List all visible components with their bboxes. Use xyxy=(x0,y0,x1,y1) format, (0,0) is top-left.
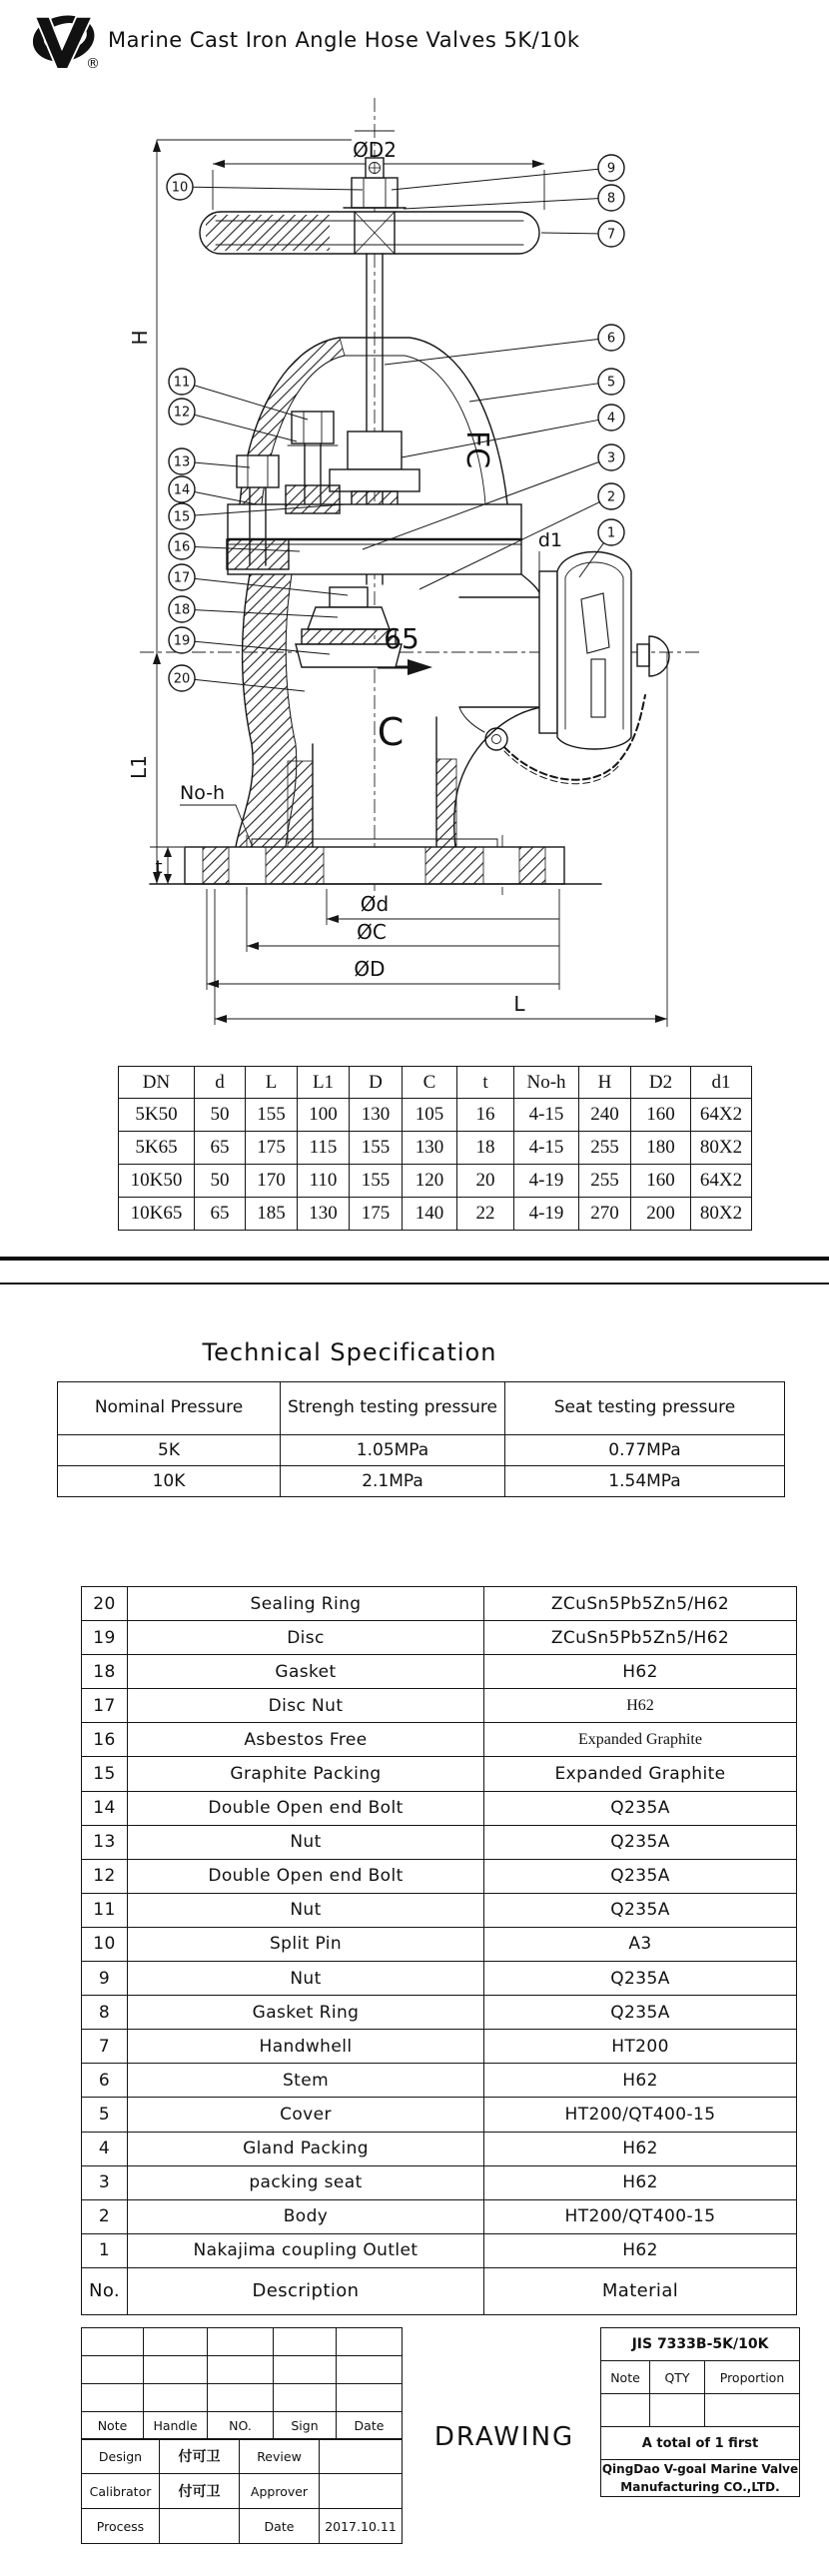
cell-dn: 5K65 xyxy=(119,1132,195,1165)
cell-D: 130 xyxy=(350,1099,403,1132)
cell-part-material: Q235A xyxy=(484,1791,797,1825)
callout-9 xyxy=(392,155,624,190)
svg-text:13: 13 xyxy=(173,454,191,470)
cell-t: 20 xyxy=(457,1165,514,1198)
cell-D: 155 xyxy=(350,1132,403,1165)
cell-t: 22 xyxy=(457,1198,514,1231)
cell-part-description: Asbestos Free xyxy=(128,1723,484,1757)
qty-header-cell: Note xyxy=(601,2361,650,2394)
cell-l: 175 xyxy=(246,1132,298,1165)
spec-table-header: Seat testing pressure xyxy=(505,1382,785,1435)
parts-list-row xyxy=(82,2030,797,2064)
signature-value2 xyxy=(320,2474,403,2509)
spec-table-row xyxy=(58,1466,785,1497)
parts-list-footer xyxy=(82,2267,797,2314)
parts-list-row xyxy=(82,2165,797,2199)
cell-part-material: H62 xyxy=(484,1689,797,1723)
cell-part-description: Disc xyxy=(128,1621,484,1655)
cell-part-material: H62 xyxy=(484,2132,797,2165)
revision-header-cell: Date xyxy=(337,2412,403,2440)
svg-text:5: 5 xyxy=(606,375,616,391)
registered-mark: ® xyxy=(86,56,100,72)
cell-part-description: Handwhell xyxy=(128,2030,484,2064)
cell-part-description: Gland Packing xyxy=(128,2132,484,2165)
cell-no-h: 4-15 xyxy=(514,1099,579,1132)
cell-part-no: 20 xyxy=(82,1587,128,1621)
cell-no-h: 4-19 xyxy=(514,1198,579,1231)
title-block-left xyxy=(81,2327,403,2544)
parts-list-row xyxy=(82,1689,797,1723)
dim-table-header: L1 xyxy=(298,1067,350,1099)
svg-text:15: 15 xyxy=(173,509,191,525)
cell-seat-test: 0.77MPa xyxy=(505,1435,785,1466)
signature-label: Calibrator xyxy=(82,2474,160,2509)
callout-7 xyxy=(541,221,624,247)
cell-no-h: 4-15 xyxy=(514,1132,579,1165)
signature-name: 付可卫 xyxy=(160,2439,240,2474)
page-title: Marine Cast Iron Angle Hose Valves 5K/10k xyxy=(108,28,580,52)
cell-part-material: Q235A xyxy=(484,1825,797,1859)
callout-10 xyxy=(167,174,363,200)
cell-part-no: 7 xyxy=(82,2030,128,2064)
cell-l1: 110 xyxy=(298,1165,350,1198)
cell-c: 140 xyxy=(403,1198,457,1231)
parts-list-row xyxy=(82,1962,797,1996)
cell-part-description: Double Open end Bolt xyxy=(128,1859,484,1893)
valve-cross-section-drawing xyxy=(0,0,829,1049)
svg-text:19: 19 xyxy=(173,633,191,649)
cell-l: 155 xyxy=(246,1099,298,1132)
qty-header-row xyxy=(601,2361,800,2394)
svg-text:8: 8 xyxy=(606,191,616,207)
svg-text:3: 3 xyxy=(606,450,616,466)
cell-part-description: Gasket Ring xyxy=(128,1996,484,2030)
sheet-total: A total of 1 first xyxy=(601,2427,800,2460)
title-block-right xyxy=(600,2327,800,2497)
signature-label2: Date xyxy=(240,2509,320,2544)
footer-description: Description xyxy=(128,2267,484,2314)
cell-strength-test: 1.05MPa xyxy=(281,1435,505,1466)
cell-l1: 115 xyxy=(298,1132,350,1165)
dim-label-d1: d1 xyxy=(537,529,563,551)
signature-value2 xyxy=(320,2439,403,2474)
cell-part-no: 19 xyxy=(82,1621,128,1655)
callout-8 xyxy=(404,185,624,211)
cell-no-h: 4-19 xyxy=(514,1165,579,1198)
spec-table-row xyxy=(58,1435,785,1466)
parts-list-row xyxy=(82,1655,797,1689)
cell-part-material: HT200/QT400-15 xyxy=(484,2199,797,2233)
bore-size-label: 65 xyxy=(384,622,419,655)
spec-table xyxy=(57,1381,785,1497)
svg-text:7: 7 xyxy=(606,227,616,243)
cell-part-material: H62 xyxy=(484,2233,797,2267)
cell-part-no: 17 xyxy=(82,1689,128,1723)
cell-part-no: 1 xyxy=(82,2233,128,2267)
cell-l: 185 xyxy=(246,1198,298,1231)
section-divider-thin xyxy=(0,1283,829,1285)
cell-d2: 160 xyxy=(631,1099,691,1132)
cell-part-description: Double Open end Bolt xyxy=(128,1791,484,1825)
svg-text:12: 12 xyxy=(173,405,191,421)
cell-part-description: Graphite Packing xyxy=(128,1757,484,1791)
signature-label2: Review xyxy=(240,2439,320,2474)
cell-l1: 130 xyxy=(298,1198,350,1231)
dim-label-h: H xyxy=(128,330,152,346)
flow-letter-label: C xyxy=(377,710,405,754)
signature-row xyxy=(82,2509,403,2544)
parts-list-row xyxy=(82,1893,797,1927)
signature-name xyxy=(160,2509,240,2544)
parts-list-row xyxy=(82,1859,797,1893)
cell-part-material: ZCuSn5Pb5Zn5/H62 xyxy=(484,1621,797,1655)
cell-h: 240 xyxy=(579,1099,631,1132)
dim-table-header: d1 xyxy=(691,1067,752,1099)
dim-table-header: C xyxy=(403,1067,457,1099)
cell-d2: 160 xyxy=(631,1165,691,1198)
cell-h: 270 xyxy=(579,1198,631,1231)
svg-text:18: 18 xyxy=(173,602,191,618)
footer-no: No. xyxy=(82,2267,128,2314)
cell-part-material: A3 xyxy=(484,1927,797,1961)
cell-dn: 10K65 xyxy=(119,1198,195,1231)
drawing-type-label: DRAWING xyxy=(433,2422,575,2452)
cell-part-material: Q235A xyxy=(484,1859,797,1893)
parts-list-row xyxy=(82,2098,797,2132)
valve-body-lines xyxy=(150,158,669,884)
parts-list-row xyxy=(82,2233,797,2267)
cell-t: 18 xyxy=(457,1132,514,1165)
cell-d: 50 xyxy=(195,1099,246,1132)
cell-dn: 10K50 xyxy=(119,1165,195,1198)
cell-l: 170 xyxy=(246,1165,298,1198)
model-number: JIS 7333B-5K/10K xyxy=(601,2328,800,2361)
signature-row xyxy=(82,2439,403,2474)
cell-part-no: 3 xyxy=(82,2165,128,2199)
cell-d2: 180 xyxy=(631,1132,691,1165)
signature-value2: 2017.10.11 xyxy=(320,2509,403,2544)
cell-part-material: H62 xyxy=(484,2064,797,2098)
section-divider-thick xyxy=(0,1257,829,1261)
cell-dn: 5K50 xyxy=(119,1099,195,1132)
dim-label-phiD: ØD xyxy=(354,957,386,981)
revision-header-cell: Handle xyxy=(144,2412,208,2440)
dim-table-header: DN xyxy=(119,1067,195,1099)
dim-table-header: No-h xyxy=(514,1067,579,1099)
casting-mark-label: FC xyxy=(459,429,494,469)
cell-part-material: Expanded Graphite xyxy=(484,1723,797,1757)
cell-part-no: 8 xyxy=(82,1996,128,2030)
parts-list-row xyxy=(82,1927,797,1961)
dim-table-header: D xyxy=(350,1067,403,1099)
cell-part-no: 2 xyxy=(82,2199,128,2233)
spec-table-header: Nominal Pressure xyxy=(58,1382,281,1435)
svg-text:2: 2 xyxy=(606,489,616,505)
dim-label-phid: Ød xyxy=(360,892,390,916)
cell-D: 175 xyxy=(350,1198,403,1231)
cell-part-no: 4 xyxy=(82,2132,128,2165)
cell-D: 155 xyxy=(350,1165,403,1198)
cell-d: 65 xyxy=(195,1132,246,1165)
cell-part-description: Gasket xyxy=(128,1655,484,1689)
company-name: QingDao V-goal Marine Valve Manufacturing CO.,LTD. xyxy=(601,2460,800,2497)
cell-d2: 200 xyxy=(631,1198,691,1231)
cell-c: 130 xyxy=(403,1132,457,1165)
cell-part-description: Disc Nut xyxy=(128,1689,484,1723)
parts-list-row xyxy=(82,2064,797,2098)
signature-row xyxy=(82,2474,403,2509)
parts-list-row xyxy=(82,1621,797,1655)
revision-header-cell: Note xyxy=(82,2412,144,2440)
cell-part-material: HT200/QT400-15 xyxy=(484,2098,797,2132)
svg-text:17: 17 xyxy=(173,570,191,586)
revision-header-row xyxy=(82,2412,403,2440)
signature-name: 付可卫 xyxy=(160,2474,240,2509)
cell-part-material: Expanded Graphite xyxy=(484,1757,797,1791)
cell-d1: 64X2 xyxy=(691,1165,752,1198)
signature-label2: Approver xyxy=(240,2474,320,2509)
revision-header-cell: NO. xyxy=(208,2412,274,2440)
cell-part-material: Q235A xyxy=(484,1893,797,1927)
cell-part-description: Split Pin xyxy=(128,1927,484,1961)
footer-material: Material xyxy=(484,2267,797,2314)
dim-table-header: t xyxy=(457,1067,514,1099)
svg-text:6: 6 xyxy=(606,331,616,347)
signature-label: Design xyxy=(82,2439,160,2474)
cell-part-description: Nut xyxy=(128,1825,484,1859)
empty-row xyxy=(82,2384,403,2412)
cell-c: 105 xyxy=(403,1099,457,1132)
cell-part-no: 11 xyxy=(82,1893,128,1927)
dim-label-d2: ØD2 xyxy=(353,138,397,162)
cell-part-no: 18 xyxy=(82,1655,128,1689)
dim-label-l: L xyxy=(513,992,525,1016)
dimension-table xyxy=(118,1066,752,1231)
dim-label-l1: L1 xyxy=(127,755,151,779)
parts-list-row xyxy=(82,2199,797,2233)
callout-6 xyxy=(385,325,624,365)
qty-header-cell: Proportion xyxy=(705,2361,800,2394)
svg-text:11: 11 xyxy=(173,375,191,391)
signature-label: Process xyxy=(82,2509,160,2544)
revision-header-cell: Sign xyxy=(274,2412,337,2440)
dim-label-phic: ØC xyxy=(357,920,387,944)
cell-part-description: packing seat xyxy=(128,2165,484,2199)
cell-part-no: 9 xyxy=(82,1962,128,1996)
cell-h: 255 xyxy=(579,1165,631,1198)
cell-d: 50 xyxy=(195,1165,246,1198)
cell-part-description: Sealing Ring xyxy=(128,1587,484,1621)
parts-list-row xyxy=(82,1757,797,1791)
dim-table-header: d xyxy=(195,1067,246,1099)
cell-part-material: Q235A xyxy=(484,1962,797,1996)
parts-list-row xyxy=(82,1996,797,2030)
cell-part-description: Nut xyxy=(128,1893,484,1927)
cell-part-no: 15 xyxy=(82,1757,128,1791)
parts-list-row xyxy=(82,1791,797,1825)
parts-list-row xyxy=(82,1825,797,1859)
cell-h: 255 xyxy=(579,1132,631,1165)
svg-text:16: 16 xyxy=(173,539,191,555)
cell-d: 65 xyxy=(195,1198,246,1231)
empty-row xyxy=(82,2356,403,2384)
cell-part-no: 16 xyxy=(82,1723,128,1757)
qty-empty-row xyxy=(601,2394,800,2427)
callout-5 xyxy=(469,369,624,402)
svg-text:4: 4 xyxy=(606,411,616,427)
cell-part-no: 13 xyxy=(82,1825,128,1859)
cell-part-no: 5 xyxy=(82,2098,128,2132)
cell-part-no: 12 xyxy=(82,1859,128,1893)
svg-text:9: 9 xyxy=(606,161,616,177)
cell-strength-test: 2.1MPa xyxy=(281,1466,505,1497)
svg-text:14: 14 xyxy=(173,482,191,498)
spec-section-title: Technical Specification xyxy=(202,1338,497,1366)
cell-pressure-class: 5K xyxy=(58,1435,281,1466)
dim-table-header: H xyxy=(579,1067,631,1099)
cell-part-material: HT200 xyxy=(484,2030,797,2064)
svg-text:20: 20 xyxy=(173,671,191,687)
empty-row xyxy=(82,2328,403,2356)
cell-pressure-class: 10K xyxy=(58,1466,281,1497)
cell-part-no: 6 xyxy=(82,2064,128,2098)
cell-part-no: 10 xyxy=(82,1927,128,1961)
cell-seat-test: 1.54MPa xyxy=(505,1466,785,1497)
dim-table-header: L xyxy=(246,1067,298,1099)
parts-list-row xyxy=(82,2132,797,2165)
cell-part-material: ZCuSn5Pb5Zn5/H62 xyxy=(484,1587,797,1621)
cell-d1: 80X2 xyxy=(691,1132,752,1165)
svg-text:1: 1 xyxy=(606,525,616,541)
parts-list-table xyxy=(81,1586,797,2315)
cell-d1: 80X2 xyxy=(691,1198,752,1231)
cell-l1: 100 xyxy=(298,1099,350,1132)
cell-part-description: Stem xyxy=(128,2064,484,2098)
parts-list-row xyxy=(82,1723,797,1757)
dim-label-no-h: No-h xyxy=(180,782,226,804)
dim-table-row xyxy=(119,1099,752,1132)
dim-label-t: t xyxy=(155,857,163,878)
dim-table-row xyxy=(119,1132,752,1165)
dim-table-header: D2 xyxy=(631,1067,691,1099)
parts-list-row xyxy=(82,1587,797,1621)
cell-part-description: Nut xyxy=(128,1962,484,1996)
spec-table-header: Strengh testing pressure xyxy=(281,1382,505,1435)
svg-text:10: 10 xyxy=(171,180,189,196)
cell-part-no: 14 xyxy=(82,1791,128,1825)
cell-part-material: Q235A xyxy=(484,1996,797,2030)
dim-table-row xyxy=(119,1165,752,1198)
cell-part-description: Body xyxy=(128,2199,484,2233)
cell-part-material: H62 xyxy=(484,1655,797,1689)
cell-d1: 64X2 xyxy=(691,1099,752,1132)
cell-part-material: H62 xyxy=(484,2165,797,2199)
cell-part-description: Cover xyxy=(128,2098,484,2132)
cell-t: 16 xyxy=(457,1099,514,1132)
qty-header-cell: QTY xyxy=(650,2361,705,2394)
cell-c: 120 xyxy=(403,1165,457,1198)
cell-part-description: Nakajima coupling Outlet xyxy=(128,2233,484,2267)
callout-4 xyxy=(402,405,624,457)
dim-table-row xyxy=(119,1198,752,1231)
